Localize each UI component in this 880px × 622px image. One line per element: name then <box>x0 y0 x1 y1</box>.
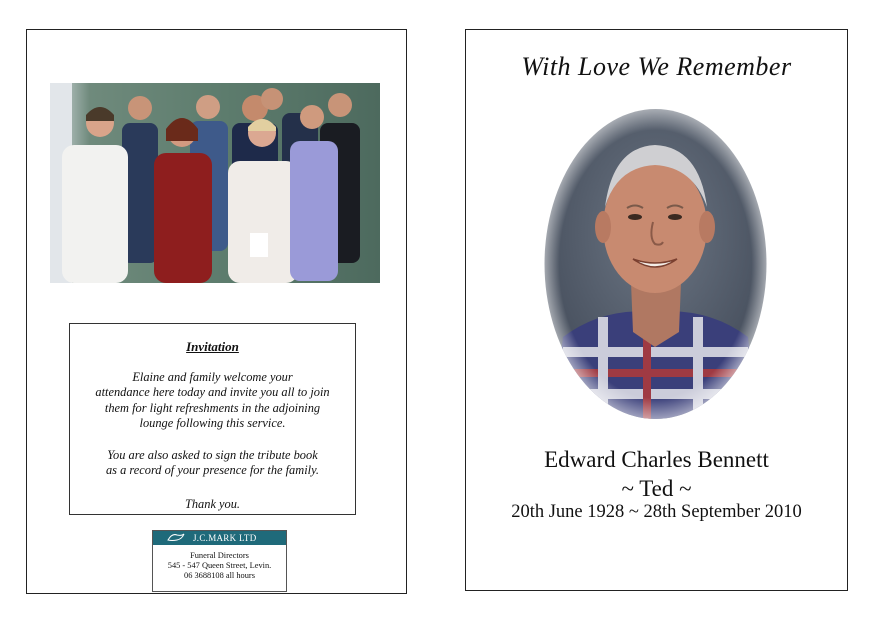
invitation-paragraph <box>70 370 355 432</box>
hand-logo-icon <box>167 532 185 548</box>
deceased-portrait-photo <box>543 107 768 421</box>
deceased-nickname: ~ Ted ~ <box>621 476 692 501</box>
funeral-director-address: 545 - 547 Queen Street, Levin. <box>167 561 272 570</box>
memorial-heading: With Love We Remember <box>521 52 792 81</box>
invitation-line: Elaine and family welcome your <box>132 369 293 384</box>
funeral-director-header <box>153 531 286 545</box>
invitation-line: them for light refreshments in the adjoining <box>104 400 321 415</box>
invitation-line: You are also asked to sign the tribute book <box>107 447 318 462</box>
invitation-line: as a record of your presence for the family. <box>105 463 319 477</box>
invitation-box <box>69 323 356 515</box>
funeral-director-company: J.C.MARK LTD <box>193 533 257 543</box>
life-dates: 20th June 1928 ~ 28th September 2010 <box>511 502 802 522</box>
invitation-line: attendance here today and invite you all to join <box>95 385 330 399</box>
funeral-director-card <box>152 530 287 592</box>
deceased-full-name: Edward Charles Bennett <box>544 447 769 472</box>
funeral-director-role: Funeral Directors <box>190 551 249 560</box>
invitation-line: lounge following this service. <box>139 416 286 430</box>
family-group-photo <box>50 83 380 283</box>
tribute-book-paragraph <box>70 448 355 479</box>
funeral-director-phone: 06 3688108 all hours <box>184 571 255 580</box>
thank-you-text: Thank you. <box>184 496 241 511</box>
invitation-title: Invitation <box>186 339 239 354</box>
